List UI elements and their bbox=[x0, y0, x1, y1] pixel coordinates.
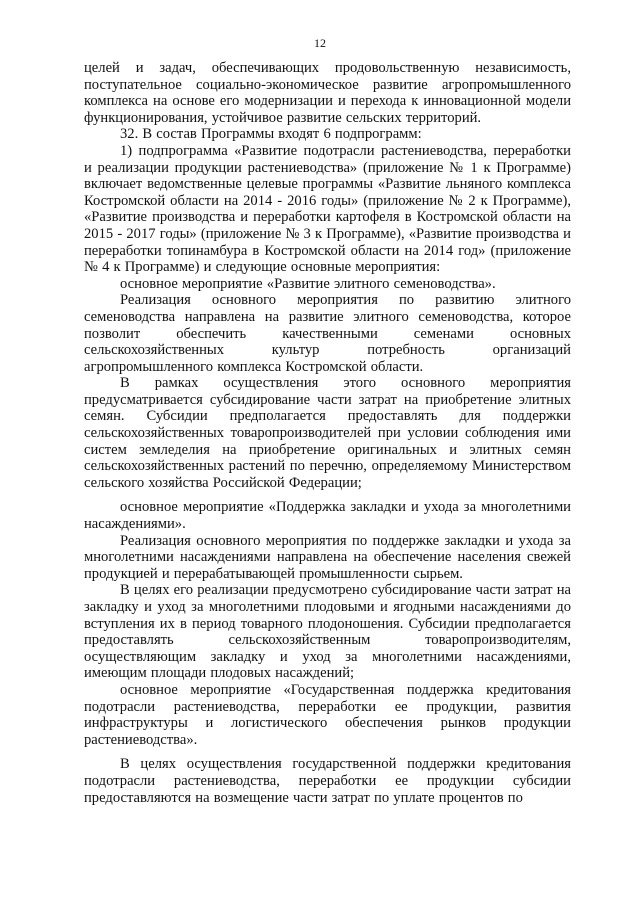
paragraph-activity-credit-support: основное мероприятие «Государственная поддержка кредитования подотрасли растениеводства, переработки ее продукции, развития инфраструктуры и логистического обеспечения рынков продукции растениеводства». bbox=[84, 681, 571, 748]
paragraph-subprograms-intro: 32. В состав Программы входят 6 подпрограмм: bbox=[120, 126, 422, 143]
paragraph-perennial-subsidies: В целях его реализации предусмотрено субсидирование части затрат на закладку и уход за многолетними плодовыми и ягодными насаждениями до вступления их в период товарного плодоношения. Субсидии предполагается предоставлять сельскохозяйственным товаропроизводителям, осуществляющим закладку и уход за многолетними насаждениями, имеющим площади плодовых насаждений; bbox=[84, 582, 571, 682]
document-body bbox=[84, 60, 571, 806]
paragraph-activity-perennial: основное мероприятие «Поддержка закладки и ухода за многолетними насаждениями». bbox=[84, 499, 571, 533]
paragraph-elite-seed-implementation: Реализация основного мероприятия по развитию элитного семеноводства направлена на развитие элитного семеноводства, которое позволит обеспечить качественными семенами основных сельскохозяйственных культур потребность организаций агропромышленного комплекса Костромской области. bbox=[84, 292, 571, 375]
paragraph-goals-continued: целей и задач, обеспечивающих продовольственную независимость, поступательное социально-экономическое развитие агропромышленного комплекса на основе его модернизации и перехода к инновационной модели функционирования, устойчивое развитие сельских территорий. bbox=[84, 60, 571, 126]
paragraph-perennial-implementation: Реализация основного мероприятия по поддержке закладки и ухода за многолетними насаждениями направлена на обеспечение населения свежей продукцией и перерабатывающей промышленности сырьем. bbox=[84, 532, 571, 582]
page-number: 12 bbox=[314, 36, 326, 50]
paragraph-credit-support-subsidies: В целях осуществления государственной поддержки кредитования подотрасли растениеводства, переработки ее продукции субсидии предоставляются на возмещение части затрат по уплате процентов по bbox=[84, 756, 571, 806]
paragraph-subprogram-1: 1) подпрограмма «Развитие подотрасли растениеводства, переработки и реализации продукции растениеводства» (приложение № 1 к Программе) включает ведомственные целевые программы «Развитие льняного комплекса Костромской области на 2014 - 2016 годы» (приложение № 2 к Программе), «Развитие производства и переработки картофеля в Костромской области на 2015 - 2017 годы» (приложение № 3 к Программе), «Развитие производства и переработки топинамбура в Костромской области на 2014 год» (приложение № 4 к Программе) и следующие основные мероприятия: bbox=[84, 142, 571, 276]
paragraph-elite-seed-subsidies: В рамках осуществления этого основного мероприятия предусматривается субсидирование части затрат на приобретение элитных семян. Субсидии предполагается предоставлять для поддержки сельскохозяйственных товаропроизводителей при условии соблюдения ими систем земледелия на приобретение оригинальных и элитных семян сельскохозяйственных растений по перечню, определяемому Министерством сельского хозяйства Российской Федерации; bbox=[84, 375, 571, 491]
paragraph-activity-elite-seed: основное мероприятие «Развитие элитного семеноводства». bbox=[120, 275, 496, 292]
